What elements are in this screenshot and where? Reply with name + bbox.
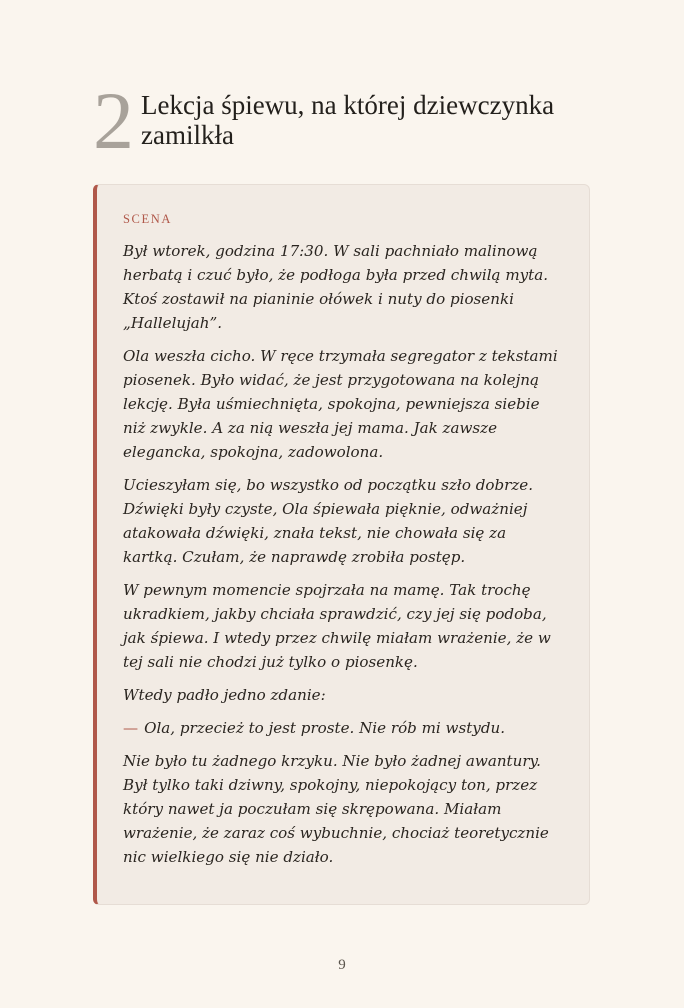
scene-paragraph-2: Ola weszła cicho. W ręce trzymała segregator z tekstami piosenek. Było widać, że jest przygotowana na kolejną lekcję. Była uśmiechnięta, spokojna, pewniejsza siebie niż zwykle. A za nią weszła jej mama. Jak zawsze elegancka, spokojna, zadowolona. <box>123 347 558 461</box>
scene-paragraph-4: W pewnym momencie spojrzała na mamę. Tak trochę ukradkiem, jakby chciała sprawdzić, czy jej się podoba, jak śpiewa. I wtedy przez chwilę miałam wrażenie, że w tej sali nie chodzi już tylko o piosenkę. <box>123 581 551 671</box>
dialogue-line <box>123 716 563 740</box>
chapter-title: Lekcja śpiewu, na której dziewczynka zamilkła <box>141 90 555 150</box>
dialogue-text: Ola, przecież to jest proste. Nie rób mi wstydu. <box>144 719 505 737</box>
scene-box <box>93 184 590 905</box>
scene-paragraph-3: Ucieszyłam się, bo wszystko od początku szło dobrze. Dźwięki były czyste, Ola śpiewała pięknie, odważniej atakowała dźwięki, znała tekst, nie chowała się za kartką. Czułam, że naprawdę zrobiła postęp. <box>123 476 534 566</box>
scene-label: SCENA <box>123 212 172 226</box>
scene-paragraph-1: Był wtorek, godzina 17:30. W sali pachniało malinową herbatą i czuć było, że podłoga była przed chwilą myta. Ktoś zostawił na pianinie ołówek i nuty do piosenki „Hallelujah”. <box>123 242 549 332</box>
scene-paragraph-5: Wtedy padło jedno zdanie: <box>123 686 326 704</box>
chapter-number: 2 <box>93 75 134 166</box>
scene-paragraph-closing: Nie było tu żadnego krzyku. Nie było żadnej awantury. Był tylko taki dziwny, spokojny, niepokojący ton, przez który nawet ja poczułam się skrępowana. Miałam wrażenie, że zaraz coś wybuchnie, chociaż teoretycznie nic wielkiego się nie działo. <box>123 752 549 866</box>
page-number: 9 <box>338 957 346 973</box>
dialogue-dash: — <box>123 719 139 737</box>
